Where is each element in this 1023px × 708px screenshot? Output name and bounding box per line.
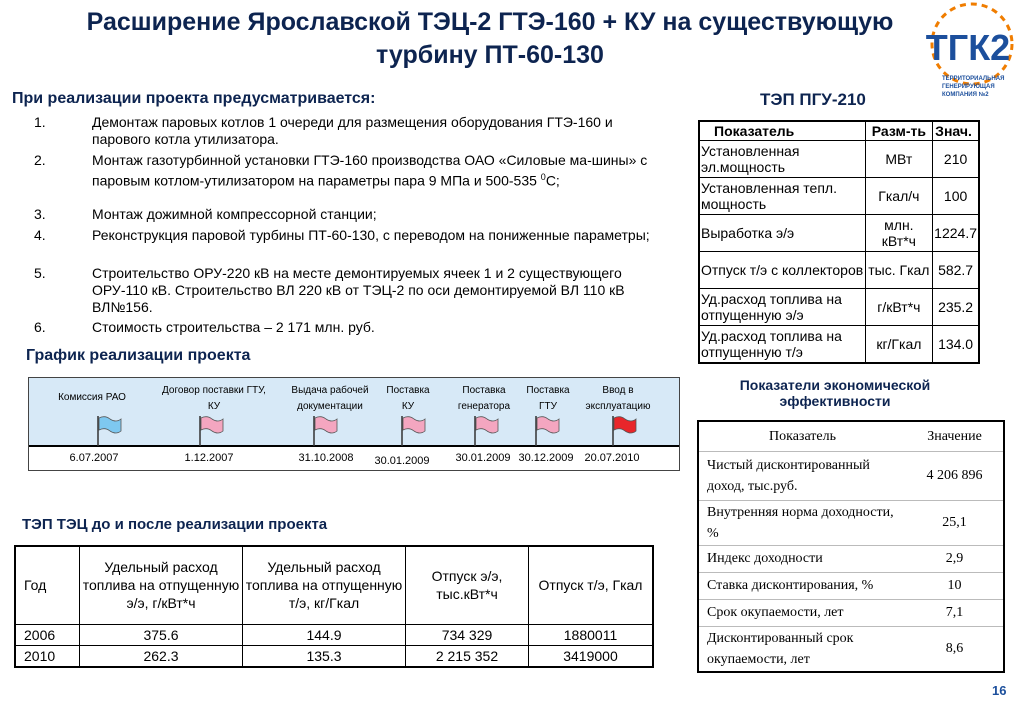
- svg-text:ТЕРРИТОРИАЛЬНАЯ: ТЕРРИТОРИАЛЬНАЯ: [942, 76, 1005, 82]
- table-header-row: [699, 121, 979, 141]
- company-logo: [890, 2, 1020, 112]
- flag-icon: [535, 416, 561, 451]
- flag-icon: [401, 416, 427, 451]
- header-cell: Разм-ть: [865, 121, 933, 141]
- table-cell: 2006: [15, 624, 80, 645]
- economic-table: [697, 420, 1005, 673]
- table-row: [699, 289, 979, 326]
- table-cell: МВт: [865, 141, 933, 178]
- table-cell: Ставка дисконтирования, %: [698, 572, 906, 599]
- table-cell: Установленная тепл. мощность: [699, 178, 865, 215]
- item-number: 5.: [34, 265, 46, 281]
- table-row: [699, 326, 979, 363]
- milestone-label: Комиссия РАО: [58, 392, 126, 403]
- table-cell: кг/Гкал: [865, 326, 933, 363]
- svg-text:КОМПАНИЯ №2: КОМПАНИЯ №2: [942, 92, 989, 98]
- header-cell: Год: [15, 546, 80, 624]
- table-cell: 235.2: [933, 289, 979, 326]
- table-cell: 210: [933, 141, 979, 178]
- table-cell: 3419000: [529, 645, 654, 667]
- item-number: 6.: [34, 319, 46, 335]
- table-cell: 582.7: [933, 252, 979, 289]
- item-number: 4.: [34, 227, 46, 243]
- table-header-row: [15, 546, 653, 624]
- table-cell: Установленная эл.мощность: [699, 141, 865, 178]
- table-cell: Дисконтированный срок окупаемости, лет: [707, 630, 854, 667]
- item-number: 2.: [34, 152, 46, 168]
- table-row: [698, 451, 1004, 500]
- header-cell: Удельный расход топлива на отпущенную т/э, кг/Гкал: [243, 546, 406, 624]
- tep-pgu-table: [698, 120, 980, 364]
- tec-heading: ТЭП ТЭЦ до и после реализации проекта: [22, 516, 328, 533]
- logo-text: ТГК2: [925, 27, 1011, 68]
- item-text: Строительство ОРУ-220 кВ на месте демонтируемых ячеек 1 и 2 существующего ОРУ-110 кВ. Строительство ВЛ 220 кВ от ТЭЦ-2 по оси демонтируемой ВЛ 110 кВ ВЛ№156.: [92, 265, 625, 315]
- svg-text:ГЕНЕРИРУЮЩАЯ: ГЕНЕРИРУЮЩАЯ: [942, 84, 995, 90]
- milestone-date: 30.01.2009: [374, 455, 430, 467]
- timeline-axis: [29, 445, 679, 447]
- table-cell: 134.0: [933, 326, 979, 363]
- table-cell: 375.6: [80, 624, 243, 645]
- table-row: [699, 141, 979, 178]
- table-cell: 734 329: [406, 624, 529, 645]
- header-cell: Отпуск т/э, Гкал: [529, 546, 654, 624]
- table-cell: Гкал/ч: [865, 178, 933, 215]
- table-cell: Индекс доходности: [698, 545, 906, 572]
- table-cell: Чистый дисконтированный доход, тыс.руб.: [698, 451, 906, 500]
- table-row: [699, 252, 979, 289]
- timeline-box: [28, 377, 680, 471]
- tep-pgu-heading: ТЭП ПГУ-210: [760, 90, 866, 109]
- milestone-label: Ввод в эксплуатацию: [585, 385, 651, 412]
- item-text: Стоимость строительства – 2 171 млн. руб.: [92, 319, 375, 335]
- table-cell: 262.3: [80, 645, 243, 667]
- milestone-label: Поставка КУ: [386, 385, 430, 412]
- table-cell: 7,1: [906, 599, 1004, 626]
- economic-heading: Показатели экономической эффективности: [739, 377, 931, 409]
- table-cell: 25,1: [906, 500, 1004, 545]
- item-number: 3.: [34, 206, 46, 222]
- table-row: [698, 626, 1004, 672]
- item-text: Монтаж дожимной компрессорной станции;: [92, 206, 377, 222]
- flag-icon: [474, 416, 500, 451]
- milestone-date: 30.01.2009: [455, 452, 511, 464]
- table-cell: Выработка э/э: [699, 215, 865, 252]
- header-cell: Знач.: [933, 121, 979, 141]
- schedule-heading: График реализации проекта: [26, 347, 251, 364]
- header-cell: Удельный расход топлива на отпущенную э/э, г/кВт*ч: [80, 546, 243, 624]
- table-cell: Уд.расход топлива на отпущенную э/э: [699, 289, 865, 326]
- page-title: Расширение Ярославской ТЭЦ-2 ГТЭ-160 + КУ на существующую турбину ПТ-60-130: [86, 8, 894, 69]
- header-cell: Показатель: [699, 121, 865, 141]
- page-number: 16: [992, 683, 1007, 698]
- item-text: Реконструкция паровой турбины ПТ-60-130, с переводом на пониженные параметры;: [92, 227, 650, 243]
- table-cell: Внутренняя норма доходности, %: [698, 500, 906, 545]
- milestone-date: 6.07.2007: [69, 452, 119, 464]
- milestone-date: 31.10.2008: [298, 452, 354, 464]
- flag-icon: [199, 416, 225, 451]
- table-cell: 144.9: [243, 624, 406, 645]
- table-cell: 135.3: [243, 645, 406, 667]
- logo-graphic: [890, 2, 1020, 112]
- tec-table: [14, 545, 654, 668]
- table-cell: 2,9: [906, 545, 1004, 572]
- table-cell: 10: [906, 572, 1004, 599]
- table-cell: Отпуск т/э с коллекторов: [699, 252, 865, 289]
- table-row: [15, 645, 653, 667]
- table-header-row: [698, 421, 1004, 451]
- table-row: [698, 500, 1004, 545]
- item-text: Демонтаж паровых котлов 1 очереди для размещения оборудования ГТЭ-160 и парового котла утилизатора.: [92, 114, 613, 147]
- table-row: [698, 599, 1004, 626]
- table-cell: 100: [933, 178, 979, 215]
- table-cell: тыс. Гкал: [865, 252, 933, 289]
- milestone-label: Договор поставки ГТУ, КУ: [162, 385, 266, 412]
- table-cell: Уд.расход топлива на отпущенную т/э: [699, 326, 865, 363]
- flag-icon: [612, 416, 638, 451]
- item-number: 1.: [34, 114, 46, 130]
- milestone-label: Поставка генератора: [457, 385, 511, 412]
- header-cell: Показатель: [698, 421, 906, 451]
- milestone-date: 20.07.2010: [584, 452, 640, 464]
- table-row: [698, 572, 1004, 599]
- table-row: [699, 215, 979, 252]
- milestone-date: 30.12.2009: [518, 452, 574, 464]
- milestone-date: 1.12.2007: [184, 452, 234, 464]
- header-cell: Отпуск э/э, тыс.кВт*ч: [406, 546, 529, 624]
- table-row: [699, 178, 979, 215]
- table-cell: млн. кВт*ч: [865, 215, 933, 252]
- header-cell: Значение: [906, 421, 1004, 451]
- table-row: [15, 624, 653, 645]
- table-cell: 8,6: [945, 641, 964, 657]
- table-cell: 4 206 896: [906, 451, 1004, 500]
- table-cell: Срок окупаемости, лет: [698, 599, 906, 626]
- item-text: Монтаж газотурбинной установки ГТЭ-160 производства ОАО «Силовые ма-шины» с паровым котлом-утилизатором на параметры пара 9 МПа и 500-535 $^0$С;: [92, 152, 648, 189]
- milestone-label: Поставка ГТУ: [526, 385, 570, 412]
- table-row: [698, 545, 1004, 572]
- table-cell: 1880011: [529, 624, 654, 645]
- milestone-label: Выдача рабочей документации: [291, 385, 369, 412]
- table-cell: 1224.7: [933, 215, 979, 252]
- flag-icon: [97, 416, 123, 451]
- table-cell: г/кВт*ч: [865, 289, 933, 326]
- table-cell: 2010: [15, 645, 80, 667]
- table-cell: 2 215 352: [406, 645, 529, 667]
- flag-icon: [313, 416, 339, 451]
- plan-heading: При реализации проекта предусматривается:: [12, 90, 376, 107]
